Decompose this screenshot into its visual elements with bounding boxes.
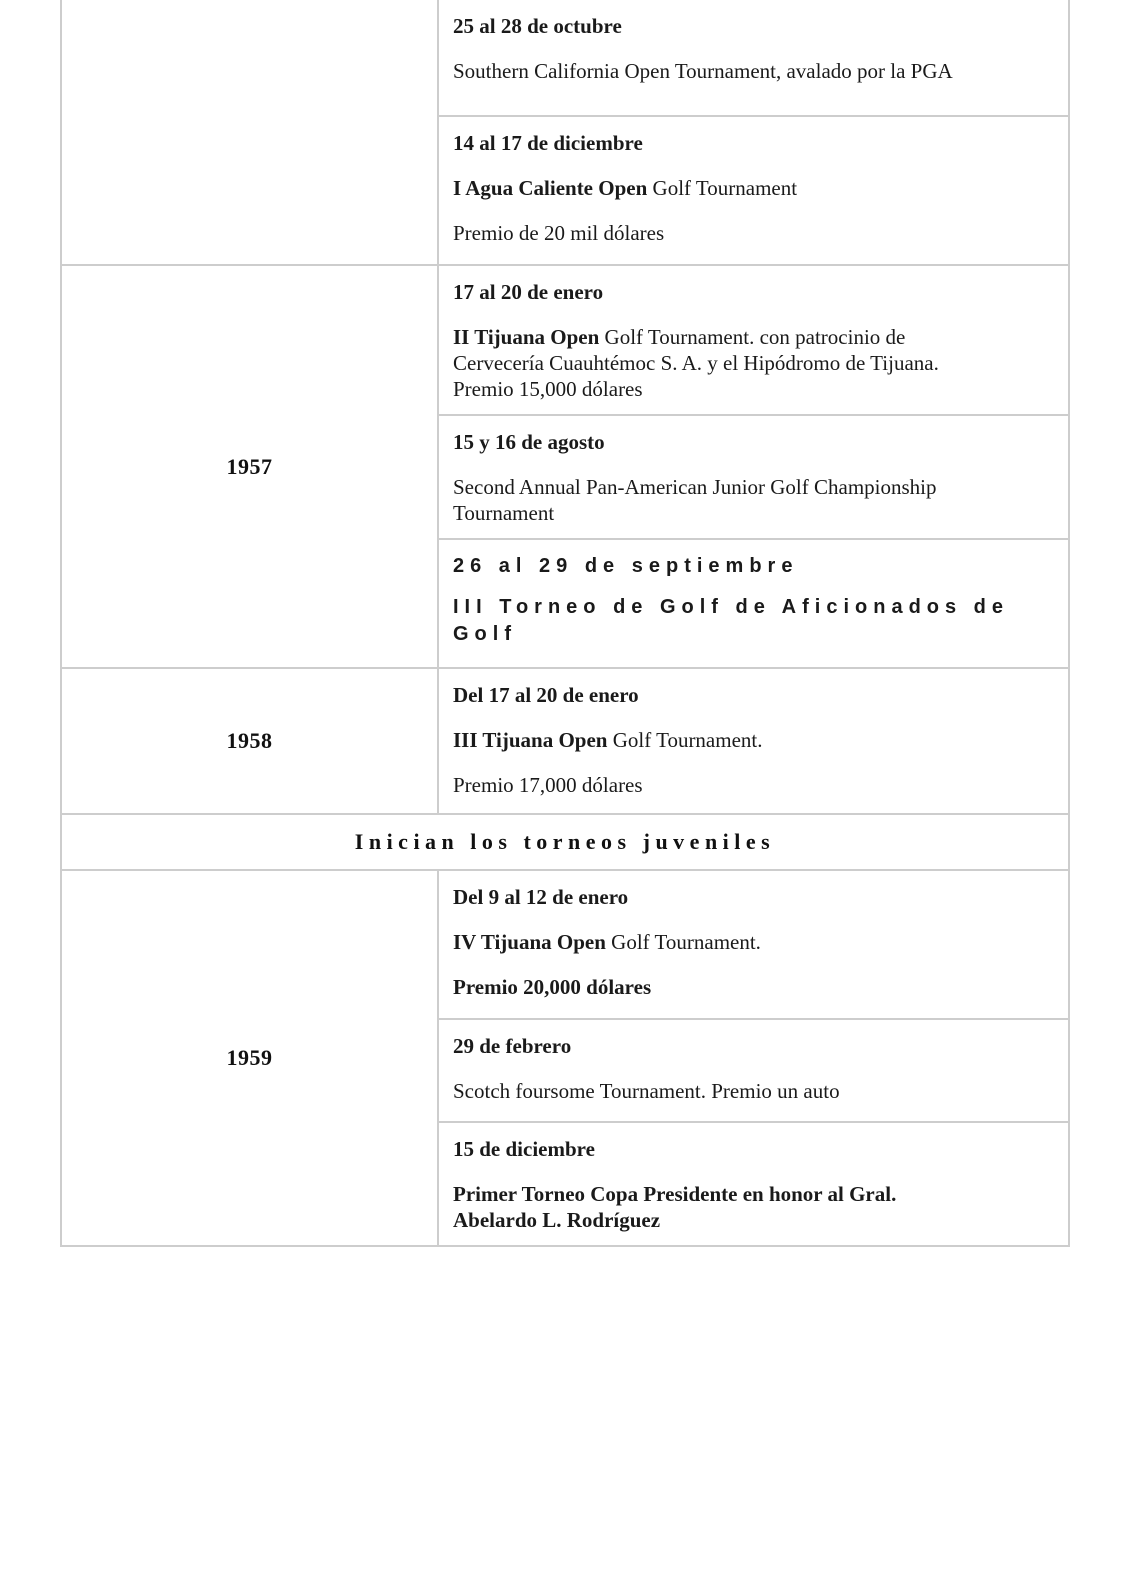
event-date-text: 15 de diciembre xyxy=(453,1137,595,1161)
event-date xyxy=(453,13,958,39)
event-date-text: Del 17 al 20 de enero xyxy=(453,683,639,707)
event-cell-enero-1958 xyxy=(438,668,1069,814)
event-title-regular: Golf Tournament. xyxy=(605,930,761,954)
table-row xyxy=(61,0,1069,116)
event-description xyxy=(453,1078,958,1104)
event-title xyxy=(453,1181,958,1233)
event-prize xyxy=(453,772,958,798)
event-title xyxy=(453,727,958,753)
event-date-text: 29 de febrero xyxy=(453,1034,572,1058)
event-prize xyxy=(453,974,958,1000)
event-prize-text: Premio 20,000 dólares xyxy=(453,975,652,999)
event-date xyxy=(453,429,958,455)
event-date-text: 25 al 28 de octubre xyxy=(453,14,622,38)
event-date-text: 17 al 20 de enero xyxy=(453,280,604,304)
event-cell-septiembre-1957 xyxy=(438,539,1069,668)
event-description-text: Second Annual Pan-American Junior Golf Championship Tournament xyxy=(453,475,937,525)
banner-inician-torneos: Inician los torneos juveniles xyxy=(61,814,1069,870)
table-row xyxy=(61,265,1069,415)
event-title-text: III Torneo de Golf de Aficionados de Golf xyxy=(453,596,1010,645)
event-cell-octubre xyxy=(438,0,1069,116)
event-date xyxy=(453,130,958,156)
event-date xyxy=(453,1136,958,1162)
event-prize xyxy=(453,220,958,246)
year-cell-1958: 1958 xyxy=(61,668,438,814)
tournament-timeline-table xyxy=(60,0,1070,1247)
event-title-bold: II Tijuana Open xyxy=(453,325,600,349)
year-cell-empty xyxy=(61,0,438,265)
event-cell-diciembre-agua-caliente xyxy=(438,116,1069,265)
event-title-regular: Golf Tournament xyxy=(647,176,798,200)
event-date xyxy=(453,884,958,910)
event-description-text: Southern California Open Tournament, avalado por la PGA xyxy=(453,59,953,83)
year-cell-1959: 1959 xyxy=(61,870,438,1246)
event-title xyxy=(453,594,1052,648)
table-row-banner xyxy=(61,814,1069,870)
event-date-text: 14 al 17 de diciembre xyxy=(453,131,643,155)
table-row xyxy=(61,870,1069,1019)
event-title xyxy=(453,175,958,201)
event-title-bold: IV Tijuana Open xyxy=(453,930,606,954)
event-date xyxy=(453,1033,958,1059)
event-title-text: Primer Torneo Copa Presidente en honor al Gral. Abelardo L. Rodríguez xyxy=(453,1182,897,1232)
event-title xyxy=(453,324,958,402)
event-title xyxy=(453,929,958,955)
event-description xyxy=(453,58,958,84)
event-cell-agosto-1957 xyxy=(438,415,1069,539)
event-cell-enero-1957 xyxy=(438,265,1069,415)
event-cell-diciembre-1959 xyxy=(438,1122,1069,1246)
event-date xyxy=(453,553,1052,580)
event-cell-febrero-1959 xyxy=(438,1019,1069,1122)
event-title-bold: III Tijuana Open xyxy=(453,728,608,752)
event-prize-text: Premio 17,000 dólares xyxy=(453,773,643,797)
event-date xyxy=(453,279,958,305)
event-title-bold: I Agua Caliente Open xyxy=(453,176,648,200)
event-date xyxy=(453,682,958,708)
event-date-text: Del 9 al 12 de enero xyxy=(453,885,629,909)
event-title-regular: Golf Tournament. xyxy=(607,728,763,752)
event-date-text: 26 al 29 de septiembre xyxy=(453,555,799,577)
event-cell-enero-1959 xyxy=(438,870,1069,1019)
event-prize-text: Premio de 20 mil dólares xyxy=(453,221,665,245)
year-cell-1957: 1957 xyxy=(61,265,438,668)
event-title-regular: Golf Tournament. con patrocinio de Cervecería Cuauhtémoc S. A. y el Hipódromo de Tijuana. Premio 15,000 dólares xyxy=(453,325,939,401)
event-description xyxy=(453,474,958,526)
event-date-text: 15 y 16 de agosto xyxy=(453,430,605,454)
table-row xyxy=(61,668,1069,814)
event-description-text: Scotch foursome Tournament. Premio un auto xyxy=(453,1079,840,1103)
